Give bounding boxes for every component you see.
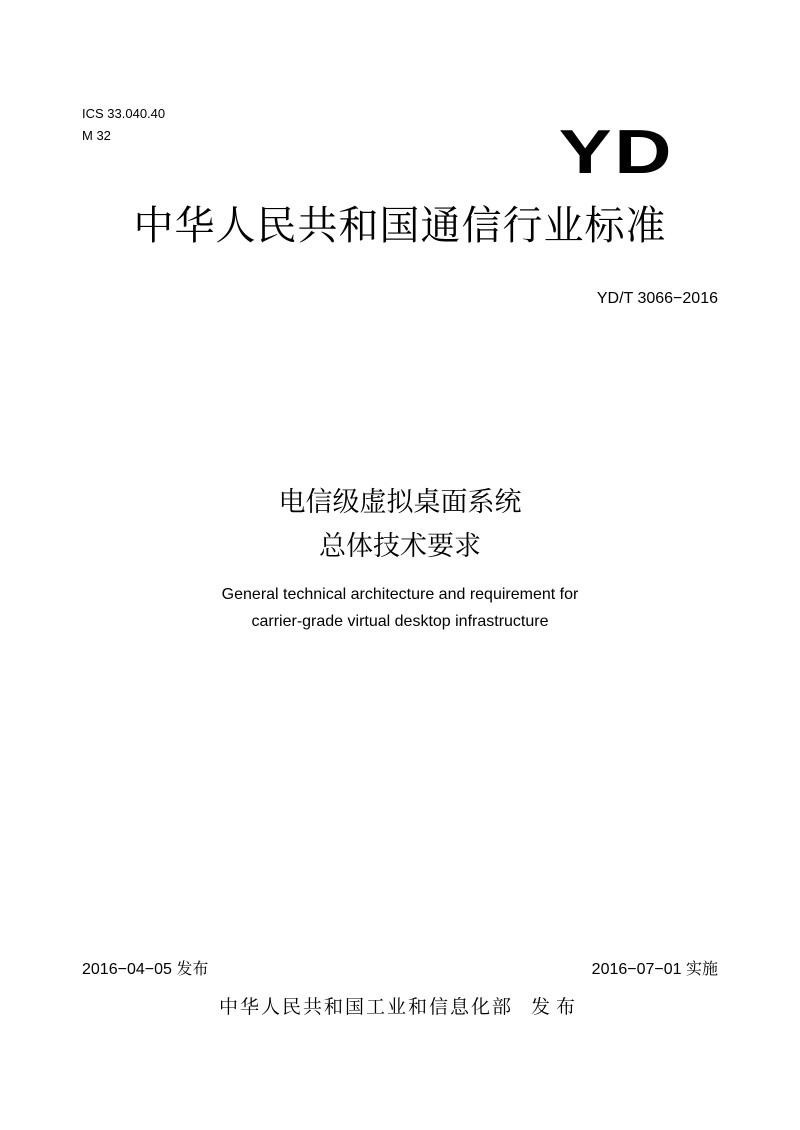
ics-code: ICS 33.040.40 xyxy=(82,106,166,121)
issuer-name: 中华人民共和国工业和信息化部 xyxy=(218,996,513,1018)
standard-category-title: 中华人民共和国通信行业标准 xyxy=(133,203,667,249)
title-chinese-line-1: 电信级虚拟桌面系统 xyxy=(278,487,522,518)
ccs-code: M 32 xyxy=(82,128,111,143)
title-english-line-1: General technical architecture and requirement for xyxy=(221,586,579,603)
implementation-date: 2016−07−01 实施 xyxy=(591,961,718,978)
standard-number: YD/T 3066−2016 xyxy=(596,290,718,307)
yd-logo: YD xyxy=(558,118,674,187)
issue-label: 发布 xyxy=(531,996,582,1018)
title-english-line-2: carrier-grade virtual desktop infrastructure xyxy=(251,613,549,630)
issuing-authority xyxy=(0,994,800,1020)
issue-date: 2016−04−05 发布 xyxy=(82,961,209,978)
title-chinese-line-2: 总体技术要求 xyxy=(319,531,481,562)
